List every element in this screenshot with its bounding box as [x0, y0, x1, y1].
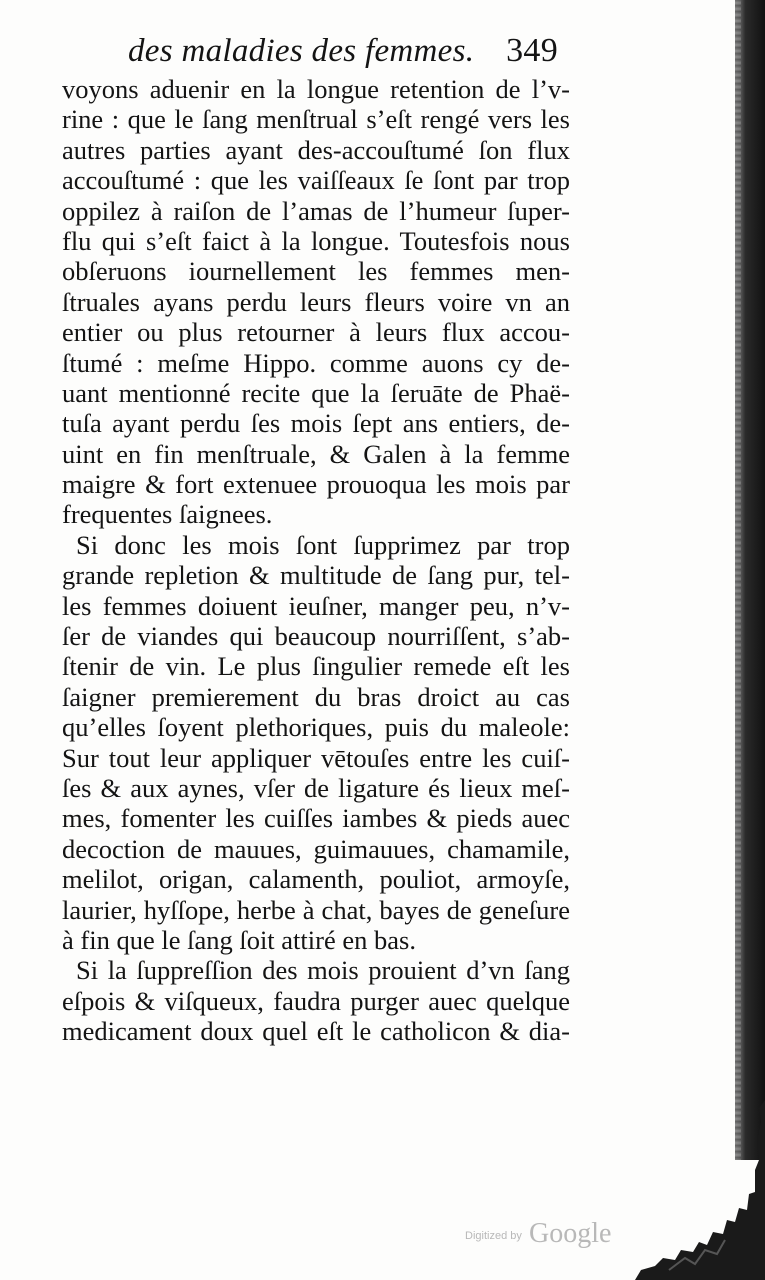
paragraph-start-line: Si la ſuppreſſion des mois prouient d’vn ſang	[76, 955, 570, 986]
running-title: des maladies des femmes.	[128, 33, 475, 69]
page-number: 349	[506, 32, 558, 69]
text-line: frequentes ſaignees.	[62, 499, 273, 530]
text-line: obſeruons iournellement les femmes men-	[62, 256, 570, 287]
text-line: les femmes doiuent ieuſner, manger peu, n’v-	[62, 590, 570, 621]
text-line: flu qui s’eſt faict à la longue. Toutesfois nous	[62, 225, 570, 256]
text-line: ſer de viandes qui beaucoup nourriſſent, s’ab-	[62, 621, 570, 652]
text-line: Sur tout leur appliquer vētouſes entre les cuiſ-	[62, 742, 570, 773]
text-line: qu’elles ſoyent plethoriques, puis du maleole:	[62, 712, 570, 743]
text-line: eſpois & viſqueux, faudra purger auec quelque	[62, 985, 570, 1016]
text-line: medicament doux quel eſt le catholicon & dia-	[62, 1016, 570, 1047]
text-line: voyons aduenir en la longue retention de l’v-	[62, 74, 570, 104]
text-line: tuſa ayant perdu ſes mois ſept ans entiers, de-	[62, 408, 570, 439]
text-line: ſes & aux aynes, vſer de ligature és lieux meſ-	[62, 772, 570, 803]
running-head	[128, 28, 558, 74]
text-line: maigre & fort extenuee prouoqua les mois par	[62, 469, 570, 500]
text-line: ſaigner premierement du bras droict au cas	[62, 681, 570, 712]
body-text	[62, 74, 570, 1047]
text-line: entier ou plus retourner à leurs flux accou-	[62, 317, 570, 348]
text-line: rine : que le ſang menſtrual s’eſt rengé vers les	[62, 104, 570, 135]
torn-page-corner	[635, 1100, 765, 1280]
text-line: ſtumé : meſme Hippo. comme auons cy de-	[62, 347, 570, 378]
digitized-watermark	[465, 1218, 625, 1254]
text-line: mes, fomenter les cuiſſes iambes & pieds auec	[62, 803, 570, 834]
text-line: laurier, hyſſope, herbe à chat, bayes de geneſure	[62, 894, 570, 925]
text-line: autres parties ayant des-accouſtumé ſon flux	[62, 134, 570, 165]
paragraph-start-line: Si donc les mois ſont ſupprimez par trop	[76, 529, 570, 560]
text-line: decoction de mauues, guimauues, chamamile,	[62, 833, 570, 864]
text-line: uant mentionné recite que la ſeruāte de Phaë-	[62, 377, 570, 408]
text-line: à fin que le ſang ſoit attiré en bas.	[62, 924, 416, 955]
binding-edge-texture	[735, 0, 741, 1160]
text-line: ſtruales ayans perdu leurs fleurs voire vn an	[62, 286, 570, 317]
google-logo: Google	[529, 1218, 612, 1249]
text-line: oppilez à raiſon de l’amas de l’humeur ſuper-	[62, 195, 570, 226]
text-line: uint en fin menſtruale, & Galen à la femme	[62, 438, 570, 469]
text-line: ſtenir de vin. Le plus ſingulier remede eſt les	[62, 651, 570, 682]
text-line: grande repletion & multitude de ſang pur, tel-	[62, 560, 570, 591]
watermark-prefix: Digitized by	[465, 1230, 522, 1242]
text-line: melilot, origan, calamenth, pouliot, armoyſe,	[62, 864, 570, 895]
text-line: accouſtumé : que les vaiſſeaux ſe ſont par trop	[62, 165, 570, 196]
